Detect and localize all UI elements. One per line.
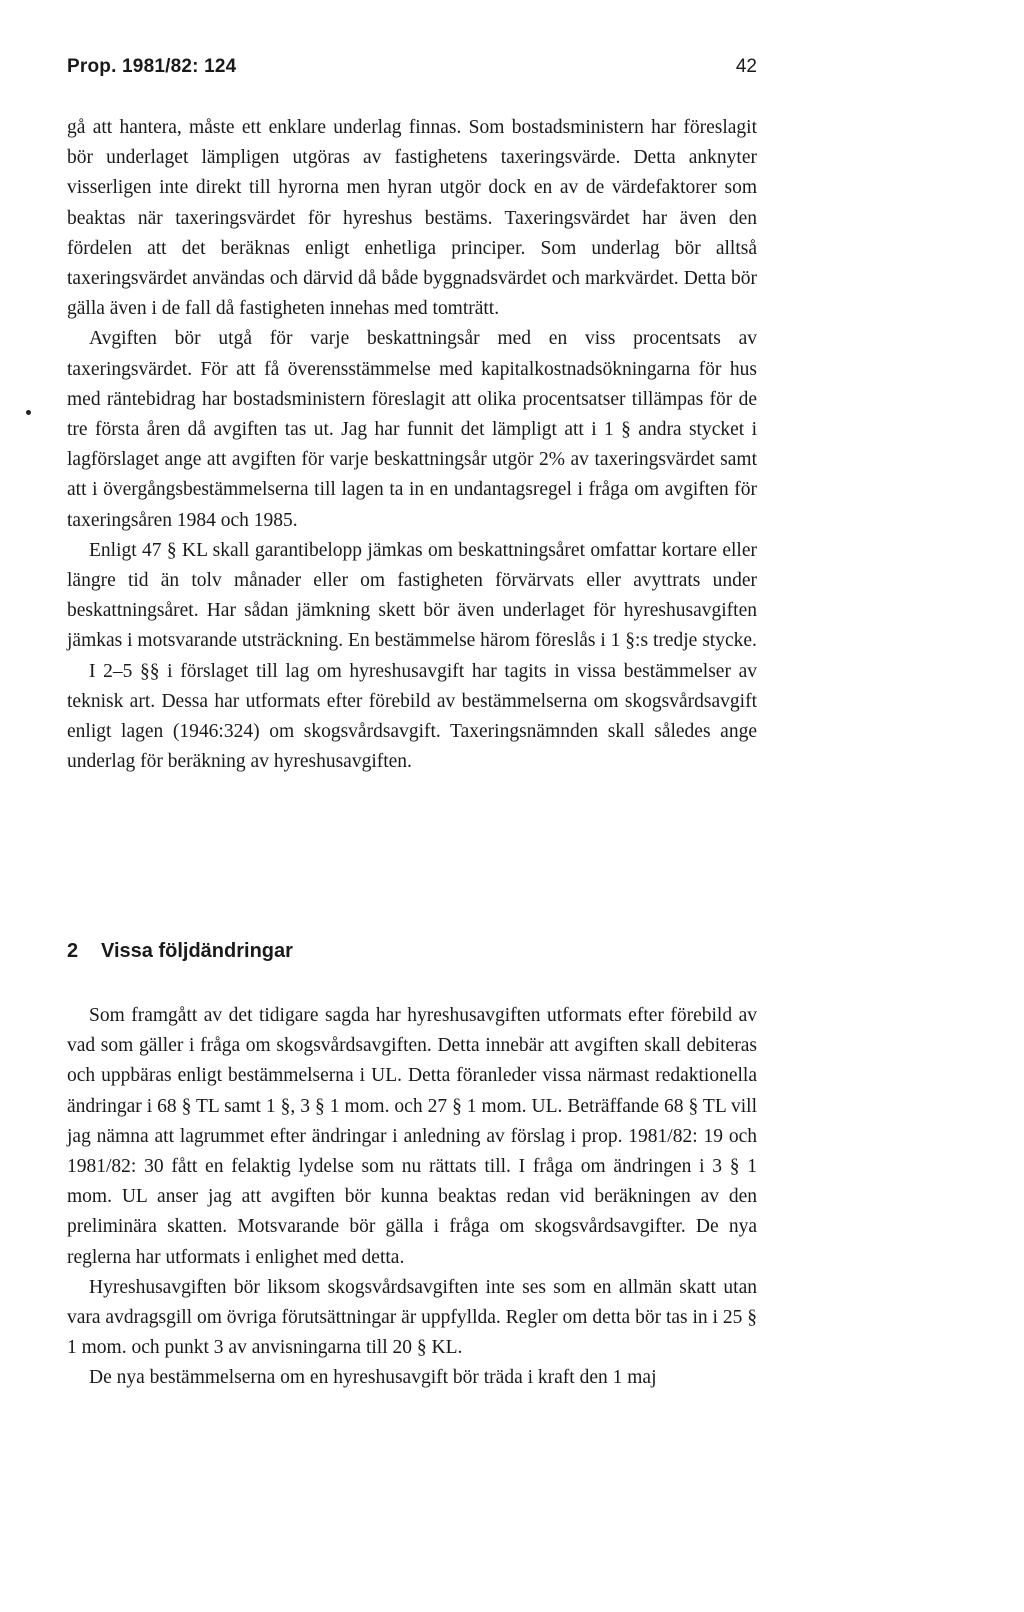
- paragraph: Som framgått av det tidigare sagda har hyreshusavgiften utformats efter förebild av vad som gäller i fråga om skogsvårdsavgiften. Detta innebär att avgiften skall debiteras och uppbäras enligt bestämmelserna i UL. Detta föranleder vissa närmast redaktionella ändringar i 68 § TL samt 1 §, 3 § 1 mom. och 27 § 1 mom. UL. Beträffande 68 § TL vill jag nämna att lagrummet efter ändringar i anledning av förslag i prop. 1981/82: 19 och 1981/82: 30 fått en felaktig lydelse som nu rättats till. I fråga om ändringen i 3 § 1 mom. UL anser jag att avgiften bör kunna beaktas redan vid beräkningen av den preliminära skatten. Motsvarande bör gälla i fråga om skogsvårdsavgifter. De nya reglerna har utformats i enlighet med detta.: [67, 1005, 757, 1268]
- paragraph-continued: gå att hantera, måste ett enklare underlag finnas. Som bostadsministern har föreslagit bör underlaget lämpligen utgöras av fastighetens taxeringsvärde. Detta anknyter visserligen inte direkt till hyrorna men hyran utgör dock en av de värdefaktorer som beaktas när taxeringsvärdet för hyreshus bestäms. Taxeringsvärdet har även den fördelen att det beräknas enligt enhetliga principer. Som underlag bör alltså taxeringsvärdet användas och därvid då både byggnadsvärdet och markvärdet. Detta bör gälla även i de fall då fastigheten innehas med tomträtt.: [67, 117, 757, 320]
- body-text: [67, 113, 757, 777]
- paragraph: De nya bestämmelserna om en hyreshusavgift bör träda i kraft den 1 maj: [89, 1367, 657, 1389]
- paragraph: Hyreshusavgiften bör liksom skogsvårdsavgiften inte ses som en allmän skatt utan vara avdragsgill om övriga förutsättningar är uppfyllda. Regler om detta bör tas in i 25 § 1 mom. och punkt 3 av anvisningarna till 20 § KL.: [67, 1276, 757, 1359]
- section-number: 2: [67, 940, 79, 962]
- document-reference: Prop. 1981/82: 124: [67, 56, 237, 77]
- margin-mark: [26, 410, 31, 415]
- paragraph: Enligt 47 § KL skall garantibelopp jämkas om beskattningsåret omfattar kortare eller längre tid än tolv månader eller om fastigheten förvärvats eller avyttrats under beskattningsåret. Har sådan jämkning skett bör även underlaget för hyreshusavgiften jämkas i motsvarande utsträckning. En bestämmelse härom föreslås i 1 §:s tredje stycke.: [67, 539, 757, 652]
- section-heading: [67, 940, 757, 963]
- paragraph: I 2–5 §§ i förslaget till lag om hyreshusavgift har tagits in vissa bestämmelser av teknisk art. Dessa har utformats efter förebild av bestämmelserna om skogsvårdsavgift enligt lagen (1946:324) om skogsvårdsavgift. Taxeringsnämnden skall således ange underlag för beräkning av hyreshusavgiften.: [67, 660, 757, 773]
- page-number: 42: [735, 56, 757, 77]
- section-title: Vissa följdändringar: [101, 940, 293, 962]
- running-header: [67, 56, 757, 86]
- section-body: [67, 1001, 757, 1394]
- paragraph: Avgiften bör utgå för varje beskattningsår med en viss procentsats av taxeringsvärdet. För att få överensstämmelse med kapitalkostnadsökningarna för hus med räntebidrag har bostadsministern föreslagit att olika procentsatser tillämpas för de tre första åren då avgiften tas ut. Jag har funnit det lämpligt att i 1 § andra stycket i lagförslaget ange att avgiften för varje beskattningsår utgör 2% av taxeringsvärdet samt att i övergångsbestämmelserna till lagen ta in en undantagsregel i fråga om avgiften för taxeringsåren 1984 och 1985.: [67, 328, 757, 531]
